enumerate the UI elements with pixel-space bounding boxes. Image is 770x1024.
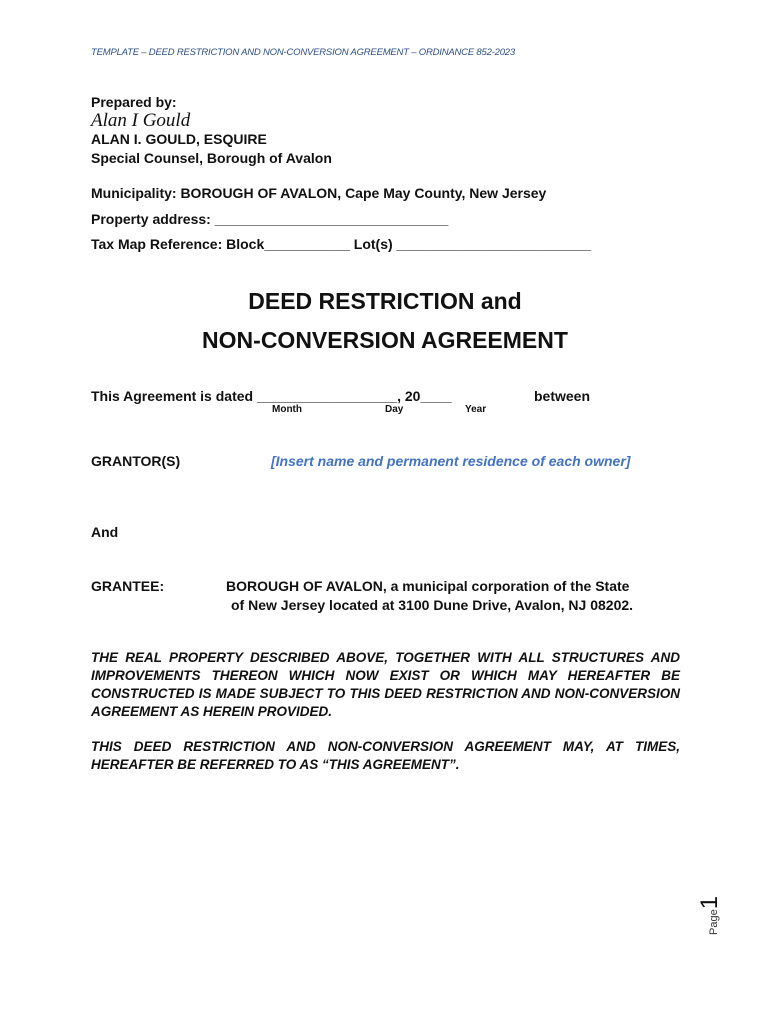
signature: Alan I Gould	[91, 110, 191, 131]
document-title-line2: NON-CONVERSION AGREEMENT	[202, 327, 568, 353]
page-label: Page	[708, 909, 720, 935]
page-number-marker	[696, 896, 724, 935]
tax-map-line: Tax Map Reference: Block___________ Lot(s) _________________________	[91, 236, 592, 252]
month-label: Month	[272, 404, 302, 415]
clause-this-agreement: THIS DEED RESTRICTION AND NON-CONVERSION AGREEMENT MAY, AT TIMES, HEREAFTER BE REFERRED TO AS “THIS AGREEMENT”.	[91, 739, 680, 772]
agreement-date-line: This Agreement is dated __________________, 20____	[91, 388, 452, 404]
municipality-line: Municipality: BOROUGH OF AVALON, Cape May County, New Jersey	[91, 185, 547, 201]
signer-title: Special Counsel, Borough of Avalon	[91, 150, 332, 166]
clause-property-subject: THE REAL PROPERTY DESCRIBED ABOVE, TOGETHER WITH ALL STRUCTURES AND IMPROVEMENTS THEREON WHICH NOW EXIST OR WHICH MAY HEREAFTER BE CONSTRUCTED IS MADE SUBJECT TO THIS DEED RESTRICTION AND NON-CONVERSION AGREEMENT AS HEREIN PROVIDED.	[91, 650, 680, 719]
property-address-line: Property address: ______________________________	[91, 211, 449, 227]
day-label: Day	[385, 404, 404, 415]
grantor-label: GRANTOR(S)	[91, 453, 181, 469]
year-label: Year	[465, 404, 487, 415]
grantor-placeholder: [Insert name and permanent residence of each owner]	[271, 453, 631, 469]
prepared-by-label: Prepared by:	[91, 94, 177, 110]
grantee-label: GRANTEE:	[91, 578, 165, 594]
page-number: 1	[696, 895, 723, 910]
document-title-line1: DEED RESTRICTION and	[248, 288, 522, 314]
between-text: between	[534, 388, 591, 404]
signer-name: ALAN I. GOULD, ESQUIRE	[91, 131, 267, 147]
grantee-line1: BOROUGH OF AVALON, a municipal corporation of the State	[226, 578, 630, 594]
document-header: TEMPLATE – DEED RESTRICTION AND NON-CONVERSION AGREEMENT – ORDINANCE 852-2023	[91, 47, 515, 58]
and-text: And	[91, 524, 119, 540]
grantee-line2: of New Jersey located at 3100 Dune Drive, Avalon, NJ 08202.	[231, 597, 634, 613]
